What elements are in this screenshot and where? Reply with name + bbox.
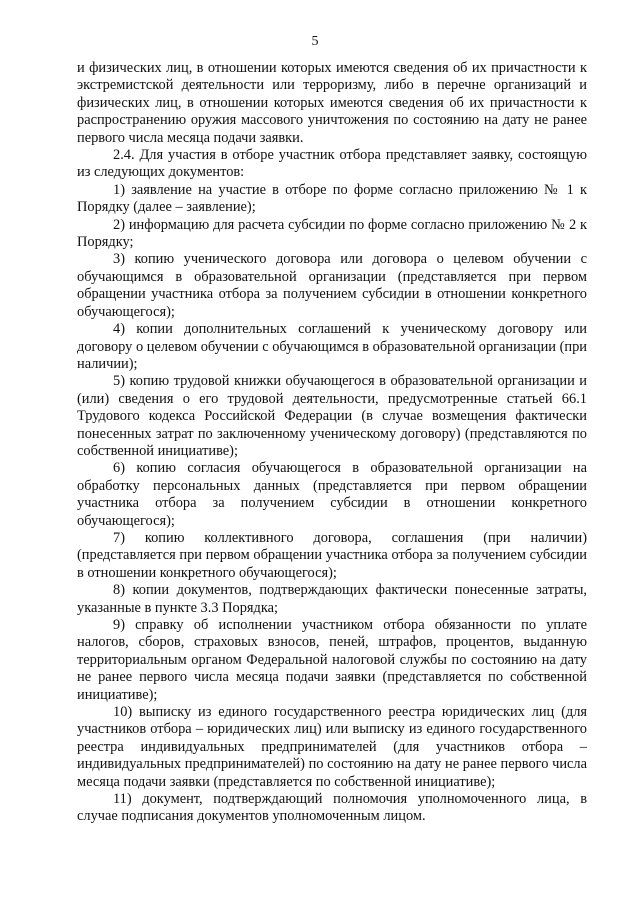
paragraph-clause-2-4: 2.4. Для участия в отборе участник отбора представляет заявку, состоящую из следующих документов:	[77, 147, 587, 181]
list-item-2: 2) информацию для расчета субсидии по форме согласно приложению № 2 к Порядку;	[77, 216, 587, 251]
list-item-6: 6) копию согласия обучающегося в образовательной организации на обработку персональных данных (представляется при первом обращении участника отбора за получением субсидии в отношении конкретного обучающегося);	[77, 460, 587, 529]
list-item-11: 11) документ, подтверждающий полномочия уполномоченного лица, в случае подписания документов уполномоченным лицом.	[77, 791, 587, 825]
list-item-9: 9) справку об исполнении участником отбора обязанности по уплате налогов, сборов, страховых взносов, пеней, штрафов, процентов, выданную территориальным органом Федеральной налоговой службы по состоянию на дату не ранее первого числа месяца подачи заявки (представляется по собственной инициативе);	[77, 617, 587, 703]
list-item-1: 1) заявление на участие в отборе по форме согласно приложению № 1 к Порядку (далее – заявление);	[77, 181, 587, 216]
list-item-3: 3) копию ученического договора или договора о целевом обучении с обучающимся в образовательной организации (представляется при первом обращении участника отбора за получением субсидии в отношении конкретного обучающегося);	[77, 251, 587, 320]
paragraph-continuation: и физических лиц, в отношении которых имеются сведения об их причастности к экстремистской деятельности или терроризму, либо в перечне организаций и физических лиц, в отношении которых имеются сведения об их причастности к распространению оружия массового уничтожения по состоянию на дату не ранее первого числа месяца подачи заявки.	[77, 60, 587, 146]
list-item-5: 5) копию трудовой книжки обучающегося в образовательной организации и (или) сведения о его трудовой деятельности, предусмотренные статьей 66.1 Трудового кодекса Российской Федерации (в случае возмещения фактически понесенных затрат по заключенному ученическому договору) (представляются по собственной инициативе);	[77, 373, 587, 459]
list-item-10: 10) выписку из единого государственного реестра юридических лиц (для участников отбора – юридических лиц) или выписку из единого государственного реестра индивидуальных предпринимателей (для участников отбора – индивидуальных предпринимателей) по состоянию на дату не ранее первого числа месяца подачи заявки (представляется по собственной инициативе);	[77, 704, 587, 790]
document-body	[77, 60, 587, 826]
list-item-7: 7) копию коллективного договора, соглашения (при наличии) (представляется при первом обращении участника отбора за получением субсидии в отношении конкретного обучающегося);	[77, 529, 587, 581]
page-number: 5	[311, 34, 319, 49]
list-item-8: 8) копии документов, подтверждающих фактически понесенные затраты, указанные в пункте 3.3 Порядка;	[77, 582, 587, 616]
list-item-4: 4) копии дополнительных соглашений к ученическому договору или договору о целевом обучении с обучающимся в образовательной организации (при наличии);	[77, 321, 587, 372]
